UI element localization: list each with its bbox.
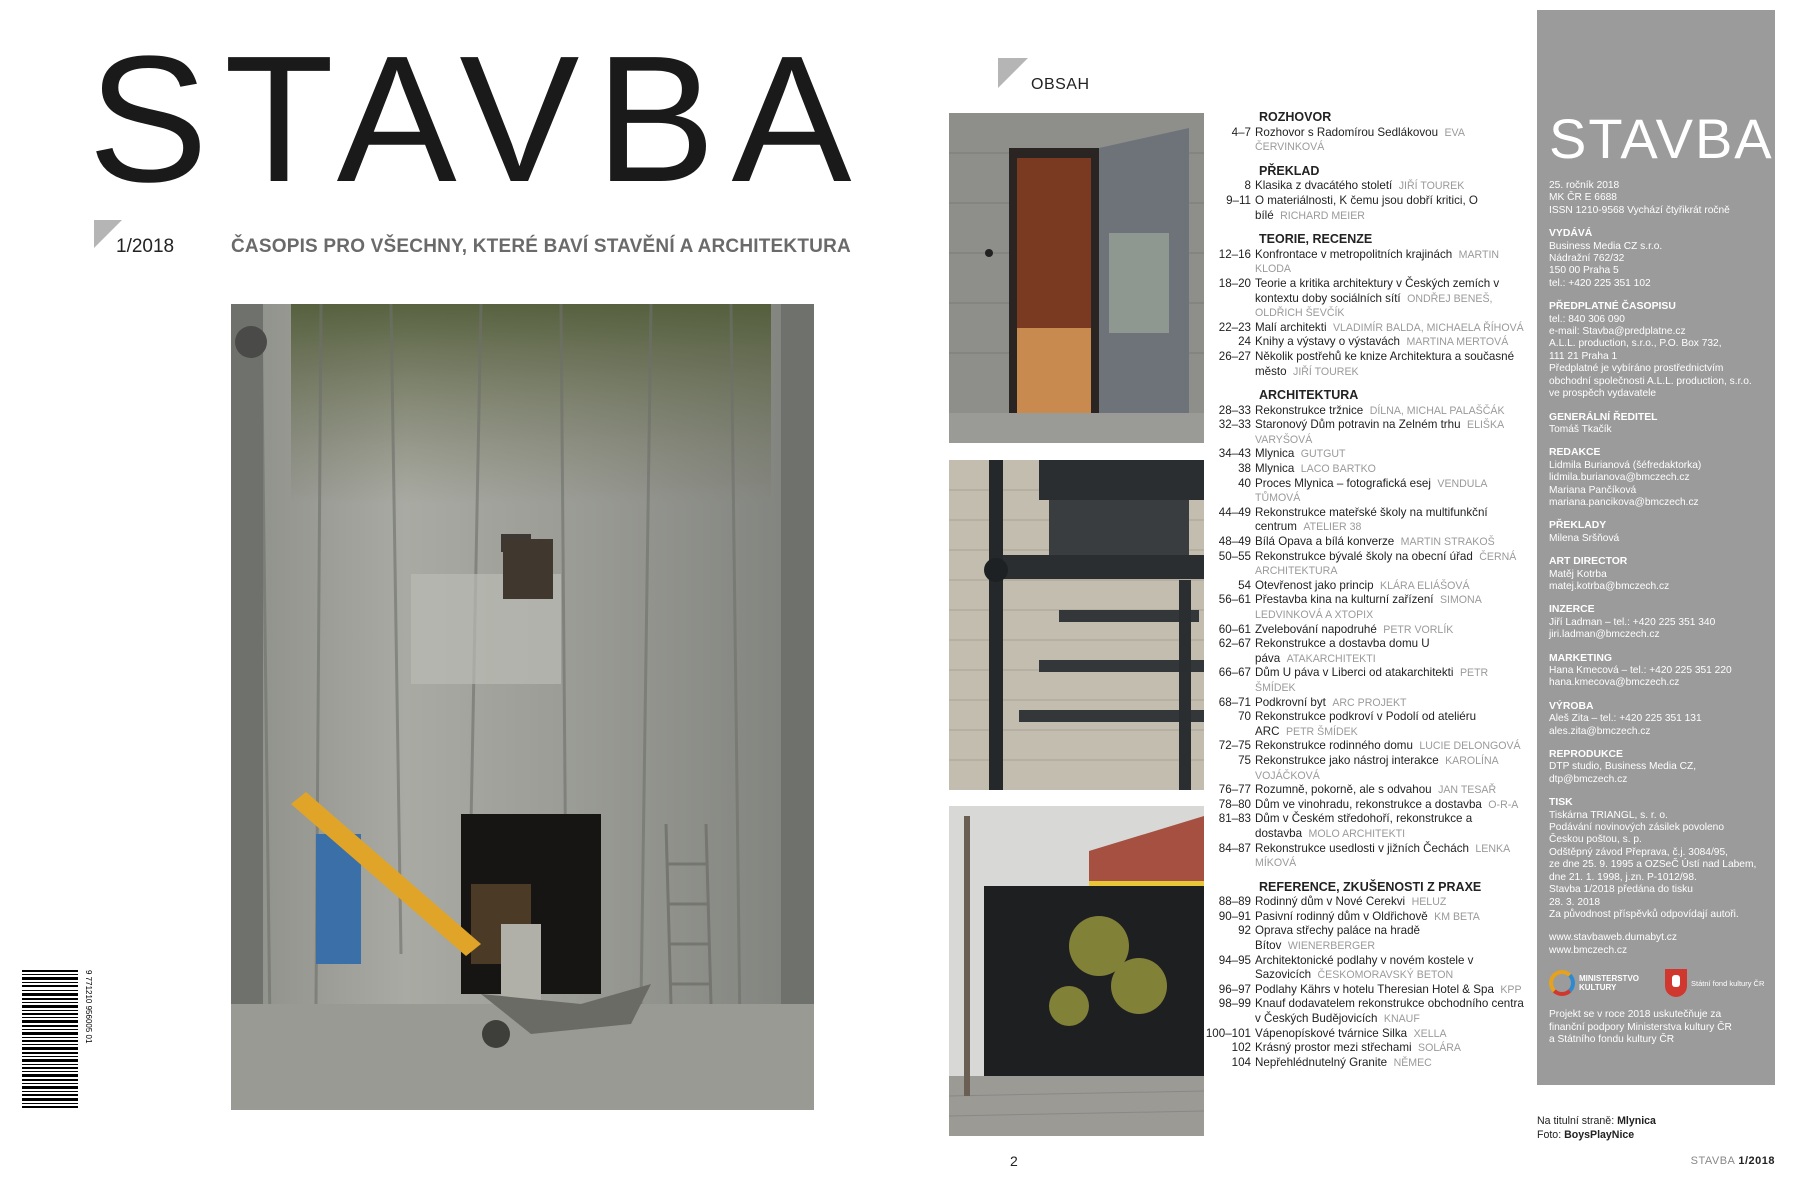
toc-item[interactable] [1200,637,1530,666]
toc-item[interactable] [1200,623,1530,638]
imprint-line: 25. ročník 2018 [1549,180,1620,191]
imprint-block [1549,653,1771,690]
toc-item-text [1255,842,1530,871]
toc-item[interactable] [1200,739,1530,754]
imprint-heading: REPRODUKCE [1549,749,1623,761]
page-number: 2 [1010,1153,1018,1169]
imprint-line: Tiskárna TRIANGL, s. r. o. [1549,809,1668,821]
toc-item-author: EVA ČERVINKOVÁ [1255,126,1465,154]
toc-item-pages: 98–99 [1218,997,1251,1011]
toc-item[interactable] [1200,477,1530,506]
imprint-line: a Státního fondu kultury ČR [1549,1033,1675,1045]
imprint-heading: GENERÁLNÍ ŘEDITEL [1549,411,1658,423]
toc-item-title: Klasika z dvacátého století [1255,179,1393,193]
toc-item-title: Rozumně, pokorně, ale s odvahou [1255,783,1432,797]
sponsor-logos [1549,969,1771,997]
toc-item-author: MARTIN KLODA [1255,248,1500,276]
photo-credit-label: Foto: [1537,1129,1562,1141]
toc-item[interactable] [1200,126,1530,155]
toc-item-text [1255,194,1530,223]
toc-item-author: KM BETA [1434,910,1480,923]
toc-item-pages: 50–55 [1218,549,1251,563]
toc-section [1200,388,1530,871]
imprint-heading: PŘEKLADY [1549,520,1607,532]
toc-item-text [1255,696,1530,711]
imprint-line: Jiří Ladman – tel.: +420 225 351 340 [1549,616,1716,628]
toc-item-author: NĚMEC [1393,1056,1432,1069]
footer [1691,1155,1775,1167]
imprint-block [1549,447,1771,509]
toc-item-text [1255,477,1530,506]
toc-item-text [1255,623,1530,638]
toc-section-heading: PŘEKLAD [1259,163,1320,178]
imprint-line: Business Media CZ s.r.o. [1549,240,1663,252]
toc-item-title: O materiálnosti, K čemu jsou dobří kritici, O bílé [1255,193,1478,222]
toc-item[interactable] [1200,997,1530,1026]
toc-item-pages: 81–83 [1218,812,1251,826]
tagline: ČASOPIS PRO VŠECHNY, KTERÉ BAVÍ STAVĚNÍ A ARCHITEKTURA [231,236,851,257]
toc-item-pages: 88–89 [1218,895,1251,909]
toc-item-author: MARTIN STRAKOŠ [1400,536,1495,549]
toc-item-title: Mlynica [1255,462,1295,476]
photo-door [949,113,1204,443]
toc-item[interactable] [1200,404,1530,419]
imprint-heading: INZERCE [1549,604,1595,616]
toc-item-author: VLADIMÍR BALDA, MICHAELA ŘÍHOVÁ [1332,321,1524,334]
toc-item-author: KAROLÍNA VOJÁČKOVÁ [1255,754,1499,782]
toc-item-title: Dům v Českém středohoří, rekonstrukce a dostavba [1255,812,1473,840]
toc-item[interactable] [1200,954,1530,983]
funding-note [1549,1009,1771,1046]
toc-item[interactable] [1200,321,1530,336]
toc-item-title: Nepřehlédnutelný Granite [1255,1055,1388,1069]
imprint-line: matej.kotrba@bmczech.cz [1549,580,1670,592]
toc-item-author: ATELIER 38 [1303,521,1362,534]
imprint-line: 111 21 Praha 1 [1549,350,1618,362]
toc-item-title: Rekonstrukce jako nástroj interakce [1255,753,1439,767]
toc-item-pages: 78–80 [1218,797,1251,811]
toc-item-text [1255,924,1530,953]
toc-item[interactable] [1200,248,1530,277]
toc-section-heading: TEORIE, RECENZE [1259,232,1373,247]
toc-item-author: ČESKOMORAVSKÝ BETON [1317,969,1454,982]
toc-item-title: Staronový Dům potravin na Zelném trhu [1255,418,1461,432]
imprint-line: Odštěpný závod Přeprava, č.j. 3084/95, [1549,846,1728,858]
imprint-line: tel.: 840 306 090 [1549,313,1625,325]
imprint-line: dne 21. 1. 1998, j.zn. P-1012/98. [1549,871,1697,883]
imprint-heading: VYDÁVÁ [1549,228,1593,240]
toc-item-title: Rekonstrukce podkroví v Podolí od ateliéru ARC [1255,710,1477,738]
imprint-line: obchodní společnosti A.L.L. production, s.r.o. [1549,375,1752,387]
toc-item-text [1255,666,1530,695]
toc-item-title: Podlahy Kährs v hotelu Theresian Hotel & Spa [1255,982,1494,996]
toc-item-title: Otevřenost jako princip [1255,578,1374,592]
imprint-block [1549,749,1771,786]
toc-item[interactable] [1200,1027,1530,1042]
toc-item[interactable] [1200,579,1530,594]
toc-item-title: Rekonstrukce bývalé školy na obecní úřad [1255,549,1473,563]
toc-item-text [1255,754,1530,783]
toc-item-author: ARC PROJEKT [1332,696,1407,709]
footer-issue: 1/2018 [1738,1155,1775,1167]
imprint-line: Za původnost příspěvků odpovídají autoři. [1549,908,1739,920]
imprint-heading: TISK [1549,797,1573,809]
imprint-line: ales.zita@bmczech.cz [1549,725,1651,737]
toc-item-pages: 9–11 [1226,193,1251,207]
toc-item-pages: 94–95 [1218,953,1251,967]
toc-item-text [1255,350,1530,379]
toc-item-author: MARTINA MERTOVÁ [1406,336,1509,349]
toc-item-pages: 84–87 [1218,841,1251,855]
state-fund-logo-icon [1665,969,1687,997]
toc-item-text [1255,535,1530,550]
imprint-brand: STAVBA [1549,107,1774,170]
toc-item-text [1255,404,1530,419]
toc-item-title: Rekonstrukce rodinného domu [1255,739,1413,753]
imprint-block [1549,301,1771,400]
toc-item-text [1255,126,1530,155]
toc-item-title: Knihy a výstavy o výstavách [1255,335,1400,349]
imprint-line: Českou poštou, s. p. [1549,834,1642,846]
toc-item-title: Architektonické podlahy v novém kostele v Sazovicích [1255,953,1474,982]
toc-item-author: ELIŠKA VARYŠOVÁ [1255,419,1504,446]
imprint-line: Tomáš Tkačík [1549,423,1612,435]
toc-item-author: VENDULA TŮMOVÁ [1255,477,1487,505]
toc-item[interactable] [1200,550,1530,579]
toc-item-pages: 60–61 [1218,622,1251,636]
imprint-heading: ART DIRECTOR [1549,556,1628,568]
ministry-logo-text: MINISTERSTVO KULTURY [1579,974,1640,993]
imprint-line: mariana.pancikova@bmczech.cz [1549,496,1699,508]
photo-stair-detail [949,460,1204,790]
toc-item-text [1255,321,1530,336]
toc-item[interactable] [1200,277,1530,321]
cover-photo [231,304,814,1110]
toc-item-text [1255,739,1530,754]
imprint-heading: REDAKCE [1549,447,1601,459]
toc-item-author: KNAUF [1383,1013,1420,1026]
imprint-block [1549,412,1771,437]
toc-item-pages: 22–23 [1218,320,1251,334]
toc-item-text [1255,997,1530,1026]
imprint-line: Lidmila Burianová (šéfredaktorka) [1549,459,1702,471]
photo-credit-value: BoysPlayNice [1564,1129,1635,1141]
toc-item-title: Knauf dodavatelem rekonstrukce obchodního centra v Českých Budějovicích [1255,997,1524,1026]
toc-item-pages: 8 [1244,179,1251,193]
imprint-line: Milena Sršňová [1549,532,1620,544]
imprint-block [1549,604,1771,641]
imprint-line: www.bmczech.cz [1549,944,1628,956]
toc-item-title: Konfrontace v metropolitních krajinách [1255,247,1453,261]
toc-item-text [1255,179,1530,194]
toc-item-text [1255,954,1530,983]
imprint-block [1549,556,1771,593]
toc-item-pages: 75 [1238,753,1251,767]
toc-item-pages: 90–91 [1218,909,1251,923]
toc-item-text [1255,277,1530,321]
toc-item-pages: 104 [1231,1055,1251,1069]
toc-item-author: PETR ŠMÍDEK [1255,667,1489,694]
imprint-line: jiri.ladman@bmczech.cz [1549,629,1660,641]
toc-item-pages: 96–97 [1218,982,1251,996]
imprint-intro [1549,180,1771,217]
imprint-line: lidmila.burianova@bmczech.cz [1549,472,1690,484]
toc-item-author: ČERNÁ ARCHITEKTURA [1255,550,1517,578]
imprint-line: finanční podpory Ministerstva kultury ČR [1549,1021,1732,1033]
toc-item[interactable] [1200,710,1530,739]
toc-section [1200,880,1530,1071]
toc-item-author: GUTGUT [1300,448,1346,461]
toc-item-title: Malí architekti [1255,320,1327,334]
toc-item-pages: 100–101 [1205,1026,1251,1040]
toc-item-title: Pasivní rodinný dům v Oldřichově [1255,909,1428,923]
imprint-heading: VÝROBA [1549,700,1594,712]
toc-item-pages: 34–43 [1218,447,1251,461]
toc-item-author: SOLÁRA [1418,1042,1461,1055]
toc-item-text [1255,1027,1530,1042]
toc-item-text [1255,550,1530,579]
cover-note [1537,1114,1656,1142]
toc-item-title: Podkrovní byt [1255,695,1326,709]
toc-item-pages: 62–67 [1218,637,1251,651]
toc-item[interactable] [1200,983,1530,998]
toc-item-author: WIENERBERGER [1287,940,1375,953]
toc-item-author: O-R-A [1488,798,1519,811]
toc-item-author: LACO BARTKO [1300,463,1376,476]
imprint-block [1549,797,1771,921]
toc-item-title: Rekonstrukce a dostavba domu U páva [1255,637,1430,665]
imprint-block [1549,701,1771,738]
imprint-line: Matěj Kotrba [1549,568,1607,580]
toc-item-title: Mlynica [1255,447,1295,461]
table-of-contents [1200,110,1530,1079]
imprint-line: A.L.L. production, s.r.o., P.O. Box 732, [1549,338,1722,350]
imprint-line: e-mail: Stavba@predplatne.cz [1549,326,1686,338]
imprint-line: Stavba 1/2018 předána do tisku [1549,884,1693,896]
imprint-panel [1537,10,1775,1085]
toc-item-text [1255,579,1530,594]
toc-section [1200,110,1530,155]
toc-section-heading: ROZHOVOR [1259,110,1332,124]
toc-section-heading: ARCHITEKTURA [1259,388,1359,403]
toc-item-title: Rodinný dům v Nové Cerekvi [1255,895,1406,909]
toc-item-pages: 54 [1238,578,1251,592]
toc-section-heading: REFERENCE, ZKUŠENOSTI Z PRAXE [1259,879,1482,894]
toc-item-title: Vápenopískové tvárnice Silka [1255,1026,1408,1040]
toc-item-author: JIŘÍ TOUREK [1398,180,1465,193]
imprint-line: hana.kmecova@bmczech.cz [1549,677,1680,689]
toc-item-author: PETR ŠMÍDEK [1285,725,1358,738]
toc-item-text [1255,1041,1530,1056]
imprint-line: Nádražní 762/32 [1549,253,1625,265]
toc-item[interactable] [1200,593,1530,622]
imprint-heading: PŘEDPLATNÉ ČASOPISU [1549,301,1676,313]
toc-item-text [1255,910,1530,925]
toc-item-author: JIŘÍ TOUREK [1293,365,1359,378]
toc-item-pages: 44–49 [1218,505,1251,519]
toc-item-text [1255,983,1530,998]
toc-item[interactable] [1200,895,1530,910]
imprint-line: Hana Kmecová – tel.: +420 225 351 220 [1549,665,1732,676]
toc-item[interactable] [1200,447,1530,462]
toc-item-text [1255,812,1530,841]
state-fund-logo-text: Státní fond kultury ČR [1691,978,1765,988]
cover-note-value: Mlynica [1617,1115,1656,1127]
imprint-heading: MARKETING [1549,652,1612,664]
barcode [18,970,93,1110]
toc-item[interactable] [1200,666,1530,695]
imprint-line: MK ČR E 6688 [1549,192,1617,204]
toc-item-pages: 28–33 [1218,403,1251,417]
toc-item-text [1255,1056,1530,1071]
toc-item[interactable] [1200,783,1530,798]
toc-item-text [1255,418,1530,447]
imprint-line: Mariana Pančíková [1549,484,1637,496]
toc-item-text [1255,593,1530,622]
toc-item-text [1255,248,1530,277]
toc-item-title: Teorie a kritika architektury v Českých zemích v kontextu doby sociálních sítí [1255,276,1500,305]
toc-section [1200,232,1530,379]
toc-item-text [1255,710,1530,739]
toc-item-author: ATAKARCHITEKTI [1286,652,1376,665]
toc-item-author: XELLA [1413,1027,1447,1040]
toc-item-title: Rekonstrukce mateřské školy na multifunkční centrum [1255,505,1488,534]
toc-item-pages: 102 [1231,1041,1251,1055]
toc-item-text [1255,506,1530,535]
toc-item-pages: 66–67 [1218,666,1251,680]
toc-item[interactable] [1200,335,1530,350]
toc-item-pages: 18–20 [1218,276,1251,290]
imprint-line: Projekt se v roce 2018 uskutečňuje za [1549,1009,1722,1021]
toc-item-title: Zvelebování napodruhé [1255,622,1377,636]
toc-item-pages: 38 [1238,462,1251,476]
toc-item-title: Bílá Opava a bílá konverze [1255,535,1395,549]
toc-item-author: ONDŘEJ BENEŠ, OLDŘICH ŠEVČÍK [1255,292,1493,320]
imprint-line: Aleš Zita – tel.: +420 225 351 131 [1549,713,1702,725]
toc-item[interactable] [1200,194,1530,223]
toc-item-pages: 24 [1238,335,1251,349]
toc-item[interactable] [1200,798,1530,813]
toc-item-title: Oprava střechy paláce na hradě Bítov [1255,924,1420,953]
toc-item-text [1255,335,1530,350]
imprint-body [1549,180,1771,1057]
toc-item-author: KLÁRA ELIÁŠOVÁ [1380,579,1470,592]
toc-item[interactable] [1200,535,1530,550]
toc-item-pages: 26–27 [1218,349,1251,363]
toc-item-title: Rekonstrukce tržnice [1255,403,1364,417]
imprint-line: ISSN 1210-9568 Vychází čtyřikrát ročně [1549,204,1730,216]
toc-item-pages: 70 [1238,710,1251,724]
imprint-line: dtp@bmczech.cz [1549,773,1628,785]
toc-item-pages: 12–16 [1218,247,1251,261]
toc-item-pages: 48–49 [1218,535,1251,549]
toc-item-text [1255,783,1530,798]
contents-title: OBSAH [1031,76,1090,93]
toc-item-pages: 76–77 [1218,783,1251,797]
toc-item-author: LUCIE DELONGOVÁ [1419,740,1521,753]
barcode-text: 9 771210 956005 01 [84,970,93,1044]
issue-number: 1/2018 [116,236,175,257]
toc-item-author: DÍLNA, MICHAL PALAŠČÁK [1369,404,1505,417]
toc-item[interactable] [1200,812,1530,841]
toc-item-author: MOLO ARCHITEKTI [1308,827,1406,840]
imprint-line: 150 00 Praha 5 [1549,265,1619,277]
toc-item-author: SIMONA LEDVINKOVÁ A XTOPIX [1255,594,1482,621]
imprint-line: ve prospěch vydavatele [1549,388,1657,400]
toc-item-author: KPP [1500,983,1522,996]
cover-note-label: Na titulní straně: [1537,1115,1615,1127]
imprint-line: 28. 3. 2018 [1549,896,1600,908]
toc-item[interactable] [1200,1041,1530,1056]
toc-item[interactable] [1200,842,1530,871]
toc-item-pages: 4–7 [1231,125,1251,139]
photo-fence [949,806,1204,1136]
toc-item-title: Přestavba kina na kulturní zařízení [1255,593,1434,607]
toc-item[interactable] [1200,696,1530,711]
toc-item-author: JAN TESAŘ [1438,784,1497,797]
imprint-block [1549,228,1771,290]
toc-item-pages: 72–75 [1218,739,1251,753]
imprint-line: ze dne 25. 9. 1995 a OZSeČ Ústí nad Labem, [1549,859,1757,871]
toc-item[interactable] [1200,910,1530,925]
imprint-line: tel.: +420 225 351 102 [1549,277,1651,289]
toc-item[interactable] [1200,179,1530,194]
imprint-block [1549,520,1771,545]
imprint-web [1549,932,1771,957]
toc-item[interactable] [1200,462,1530,477]
toc-item[interactable] [1200,754,1530,783]
toc-item[interactable] [1200,506,1530,535]
toc-item-pages: 32–33 [1218,418,1251,432]
imprint-line: www.stavbaweb.dumabyt.cz [1549,932,1677,944]
corner-triangle-icon [998,58,1028,88]
toc-item-title: Několik postřehů ke knize Architektura a současné město [1255,349,1515,378]
ministry-logo-icon [1549,970,1575,996]
imprint-line: DTP studio, Business Media CZ, [1549,761,1697,773]
toc-item-text [1255,798,1530,813]
toc-item-text [1255,895,1530,910]
footer-brand: STAVBA [1690,1155,1735,1167]
toc-item[interactable] [1200,350,1530,379]
toc-item-pages: 68–71 [1218,695,1251,709]
toc-item-title: Rekonstrukce usedlosti v jižních Čechách [1255,841,1469,855]
toc-section [1200,164,1530,223]
toc-item[interactable] [1200,418,1530,447]
toc-item-text [1255,462,1530,477]
toc-item[interactable] [1200,924,1530,953]
toc-item-title: Rozhovor s Radomírou Sedlákovou [1255,125,1439,139]
masthead: STAVBA [88,19,868,220]
toc-item-author: LENKA MÍKOVÁ [1255,842,1510,870]
imprint-line: Podávání novinových zásilek povoleno [1549,822,1724,834]
imprint-line: Předplatné je vybíráno prostřednictvím [1549,363,1724,375]
toc-item-title: Dům ve vinohradu, rekonstrukce a dostavba [1255,797,1482,811]
toc-item-pages: 40 [1238,476,1251,490]
toc-item-author: HELUZ [1411,896,1447,909]
toc-item-title: Proces Mlynica – fotografická esej [1255,476,1431,490]
toc-item-text [1255,637,1530,666]
toc-item-text [1255,447,1530,462]
toc-item-pages: 56–61 [1218,593,1251,607]
toc-item-author: PETR VORLÍK [1383,623,1454,636]
toc-item[interactable] [1200,1056,1530,1071]
toc-item-title: Krásný prostor mezi střechami [1255,1041,1412,1055]
toc-item-title: Dům U páva v Liberci od atakarchitekti [1255,666,1454,680]
toc-item-pages: 92 [1238,924,1251,938]
toc-item-author: RICHARD MEIER [1280,209,1365,222]
